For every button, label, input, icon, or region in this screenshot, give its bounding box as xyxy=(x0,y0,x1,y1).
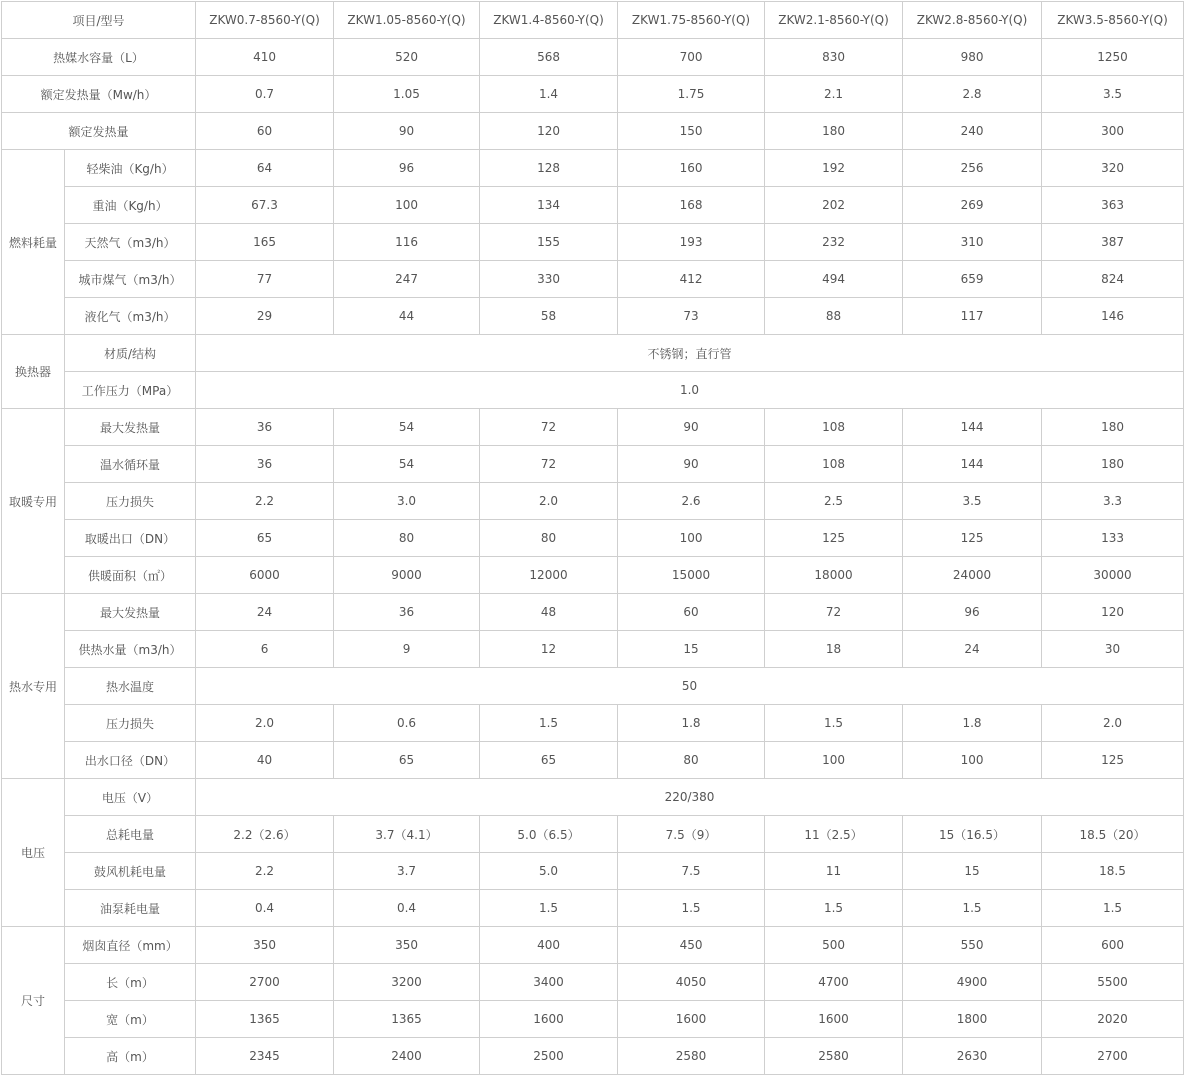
row-label: 供暖面积（㎡） xyxy=(65,557,196,594)
table-cell: 160 xyxy=(618,150,765,187)
table-cell: 2.1 xyxy=(765,76,903,113)
table-cell: 2020 xyxy=(1042,1001,1184,1038)
table-cell: 0.4 xyxy=(334,890,480,927)
table-cell: 2.6 xyxy=(618,483,765,520)
table-cell: 90 xyxy=(618,446,765,483)
table-cell: 100 xyxy=(618,520,765,557)
row-label: 取暖出口（DN） xyxy=(65,520,196,557)
table-row xyxy=(2,335,1184,372)
row-label: 最大发热量 xyxy=(65,594,196,631)
row-label: 热水温度 xyxy=(65,668,196,705)
spec-table xyxy=(1,1,1184,1075)
table-cell: 1.5 xyxy=(480,705,618,742)
table-cell: 11（2.5） xyxy=(765,816,903,853)
table-cell: 12000 xyxy=(480,557,618,594)
row-label: 宽（m） xyxy=(65,1001,196,1038)
table-row xyxy=(2,890,1184,927)
table-row xyxy=(2,668,1184,705)
table-cell: 350 xyxy=(334,927,480,964)
table-cell: 18.5（20） xyxy=(1042,816,1184,853)
table-cell: 2.0 xyxy=(480,483,618,520)
table-cell: 568 xyxy=(480,39,618,76)
merged-cell: 220/380 xyxy=(196,779,1184,816)
table-cell: 144 xyxy=(903,409,1042,446)
table-cell: 100 xyxy=(334,187,480,224)
table-cell: 2.2 xyxy=(196,853,334,890)
group-label-electric: 电压 xyxy=(2,779,65,927)
table-cell: 5.0 xyxy=(480,853,618,890)
table-cell: 3.3 xyxy=(1042,483,1184,520)
table-cell: 108 xyxy=(765,446,903,483)
table-cell: 256 xyxy=(903,150,1042,187)
table-cell: 1.5 xyxy=(1042,890,1184,927)
table-cell: 125 xyxy=(1042,742,1184,779)
group-label-exchanger: 换热器 xyxy=(2,335,65,409)
table-cell: 4900 xyxy=(903,964,1042,1001)
table-cell: 1600 xyxy=(480,1001,618,1038)
table-row xyxy=(2,631,1184,668)
group-label-size: 尺寸 xyxy=(2,927,65,1075)
table-cell: 155 xyxy=(480,224,618,261)
table-cell: 9000 xyxy=(334,557,480,594)
table-cell: 65 xyxy=(334,742,480,779)
table-cell: 15000 xyxy=(618,557,765,594)
table-cell: 450 xyxy=(618,927,765,964)
table-cell: 2.2（2.6） xyxy=(196,816,334,853)
table-cell: 1250 xyxy=(1042,39,1184,76)
table-cell: 180 xyxy=(1042,409,1184,446)
table-row xyxy=(2,520,1184,557)
table-cell: 387 xyxy=(1042,224,1184,261)
table-row xyxy=(2,76,1184,113)
table-cell: 18 xyxy=(765,631,903,668)
table-cell: 120 xyxy=(1042,594,1184,631)
table-cell: 96 xyxy=(903,594,1042,631)
table-cell: 80 xyxy=(618,742,765,779)
row-label: 出水口径（DN） xyxy=(65,742,196,779)
table-cell: 600 xyxy=(1042,927,1184,964)
header-row xyxy=(2,2,1184,39)
table-cell: 168 xyxy=(618,187,765,224)
table-cell: 18.5 xyxy=(1042,853,1184,890)
table-cell: 44 xyxy=(334,298,480,335)
group-label-fuel: 燃料耗量 xyxy=(2,150,65,335)
table-cell: 202 xyxy=(765,187,903,224)
table-cell: 232 xyxy=(765,224,903,261)
row-label: 供热水量（m3/h） xyxy=(65,631,196,668)
table-cell: 550 xyxy=(903,927,1042,964)
table-cell: 134 xyxy=(480,187,618,224)
table-cell: 247 xyxy=(334,261,480,298)
table-row xyxy=(2,779,1184,816)
table-cell: 350 xyxy=(196,927,334,964)
table-cell: 7.5（9） xyxy=(618,816,765,853)
table-row xyxy=(2,372,1184,409)
row-label: 总耗电量 xyxy=(65,816,196,853)
table-cell: 65 xyxy=(480,742,618,779)
table-cell: 146 xyxy=(1042,298,1184,335)
row-label: 热媒水容量（L） xyxy=(2,39,196,76)
row-label: 天然气（m3/h） xyxy=(65,224,196,261)
table-row xyxy=(2,964,1184,1001)
row-label: 压力损失 xyxy=(65,483,196,520)
header-label: 项目/型号 xyxy=(2,2,196,39)
table-cell: 65 xyxy=(196,520,334,557)
table-cell: 9 xyxy=(334,631,480,668)
table-cell: 2630 xyxy=(903,1038,1042,1075)
merged-cell: 不锈钢；直行管 xyxy=(196,335,1184,372)
table-cell: 58 xyxy=(480,298,618,335)
row-label: 液化气（m3/h） xyxy=(65,298,196,335)
merged-cell: 50 xyxy=(196,668,1184,705)
table-cell: 1.4 xyxy=(480,76,618,113)
table-cell: 193 xyxy=(618,224,765,261)
table-cell: 64 xyxy=(196,150,334,187)
table-cell: 2.8 xyxy=(903,76,1042,113)
model-header: ZKW2.1-8560-Y(Q) xyxy=(765,2,903,39)
model-header: ZKW1.4-8560-Y(Q) xyxy=(480,2,618,39)
table-cell: 30 xyxy=(1042,631,1184,668)
table-cell: 0.7 xyxy=(196,76,334,113)
table-row xyxy=(2,1001,1184,1038)
table-cell: 2580 xyxy=(618,1038,765,1075)
table-row xyxy=(2,483,1184,520)
merged-cell: 1.0 xyxy=(196,372,1184,409)
group-label-heating: 取暖专用 xyxy=(2,409,65,594)
table-cell: 410 xyxy=(196,39,334,76)
table-cell: 77 xyxy=(196,261,334,298)
row-label: 工作压力（MPa） xyxy=(65,372,196,409)
model-header: ZKW2.8-8560-Y(Q) xyxy=(903,2,1042,39)
table-cell: 1.5 xyxy=(903,890,1042,927)
table-cell: 96 xyxy=(334,150,480,187)
table-cell: 144 xyxy=(903,446,1042,483)
table-cell: 1.5 xyxy=(765,705,903,742)
table-row xyxy=(2,705,1184,742)
table-cell: 494 xyxy=(765,261,903,298)
table-cell: 100 xyxy=(765,742,903,779)
table-cell: 36 xyxy=(196,409,334,446)
table-cell: 15 xyxy=(618,631,765,668)
table-cell: 4700 xyxy=(765,964,903,1001)
table-row xyxy=(2,113,1184,150)
table-row xyxy=(2,816,1184,853)
table-cell: 125 xyxy=(903,520,1042,557)
table-cell: 3.7 xyxy=(334,853,480,890)
table-cell: 0.6 xyxy=(334,705,480,742)
table-cell: 320 xyxy=(1042,150,1184,187)
table-cell: 2700 xyxy=(1042,1038,1184,1075)
row-label: 温水循环量 xyxy=(65,446,196,483)
table-cell: 2.2 xyxy=(196,483,334,520)
table-row xyxy=(2,261,1184,298)
table-cell: 700 xyxy=(618,39,765,76)
table-row xyxy=(2,557,1184,594)
table-row xyxy=(2,187,1184,224)
table-cell: 1.5 xyxy=(765,890,903,927)
table-cell: 310 xyxy=(903,224,1042,261)
table-cell: 180 xyxy=(765,113,903,150)
table-cell: 72 xyxy=(765,594,903,631)
table-cell: 108 xyxy=(765,409,903,446)
row-label: 材质/结构 xyxy=(65,335,196,372)
row-label: 额定发热量（Mw/h） xyxy=(2,76,196,113)
table-cell: 980 xyxy=(903,39,1042,76)
table-cell: 1.5 xyxy=(618,890,765,927)
table-row xyxy=(2,742,1184,779)
table-cell: 54 xyxy=(334,446,480,483)
table-cell: 5.0（6.5） xyxy=(480,816,618,853)
table-cell: 1600 xyxy=(765,1001,903,1038)
table-cell: 2345 xyxy=(196,1038,334,1075)
table-row xyxy=(2,39,1184,76)
row-label: 电压（V） xyxy=(65,779,196,816)
table-cell: 73 xyxy=(618,298,765,335)
table-cell: 3200 xyxy=(334,964,480,1001)
table-cell: 1365 xyxy=(196,1001,334,1038)
table-cell: 30000 xyxy=(1042,557,1184,594)
table-cell: 60 xyxy=(618,594,765,631)
table-row xyxy=(2,298,1184,335)
table-row xyxy=(2,409,1184,446)
table-cell: 5500 xyxy=(1042,964,1184,1001)
table-cell: 133 xyxy=(1042,520,1184,557)
table-cell: 29 xyxy=(196,298,334,335)
table-row xyxy=(2,594,1184,631)
table-cell: 3.7（4.1） xyxy=(334,816,480,853)
table-cell: 2400 xyxy=(334,1038,480,1075)
row-label: 城市煤气（m3/h） xyxy=(65,261,196,298)
table-cell: 117 xyxy=(903,298,1042,335)
table-cell: 67.3 xyxy=(196,187,334,224)
table-cell: 40 xyxy=(196,742,334,779)
table-row xyxy=(2,446,1184,483)
table-row xyxy=(2,927,1184,964)
table-cell: 15（16.5） xyxy=(903,816,1042,853)
table-cell: 363 xyxy=(1042,187,1184,224)
table-cell: 54 xyxy=(334,409,480,446)
table-row xyxy=(2,150,1184,187)
table-cell: 400 xyxy=(480,927,618,964)
table-cell: 269 xyxy=(903,187,1042,224)
table-cell: 330 xyxy=(480,261,618,298)
table-cell: 1365 xyxy=(334,1001,480,1038)
table-cell: 300 xyxy=(1042,113,1184,150)
table-cell: 2.0 xyxy=(196,705,334,742)
table-cell: 1800 xyxy=(903,1001,1042,1038)
table-cell: 24 xyxy=(196,594,334,631)
table-cell: 6000 xyxy=(196,557,334,594)
model-header: ZKW3.5-8560-Y(Q) xyxy=(1042,2,1184,39)
table-cell: 80 xyxy=(334,520,480,557)
table-cell: 125 xyxy=(765,520,903,557)
table-cell: 6 xyxy=(196,631,334,668)
row-label: 重油（Kg/h） xyxy=(65,187,196,224)
row-label: 最大发热量 xyxy=(65,409,196,446)
table-cell: 659 xyxy=(903,261,1042,298)
table-cell: 165 xyxy=(196,224,334,261)
table-cell: 128 xyxy=(480,150,618,187)
row-label: 油泵耗电量 xyxy=(65,890,196,927)
table-cell: 120 xyxy=(480,113,618,150)
table-cell: 3400 xyxy=(480,964,618,1001)
table-cell: 192 xyxy=(765,150,903,187)
table-cell: 90 xyxy=(334,113,480,150)
table-cell: 36 xyxy=(196,446,334,483)
table-cell: 830 xyxy=(765,39,903,76)
table-cell: 11 xyxy=(765,853,903,890)
table-cell: 2580 xyxy=(765,1038,903,1075)
table-cell: 240 xyxy=(903,113,1042,150)
table-cell: 60 xyxy=(196,113,334,150)
table-cell: 12 xyxy=(480,631,618,668)
table-row xyxy=(2,1038,1184,1075)
row-label: 压力损失 xyxy=(65,705,196,742)
table-cell: 1.75 xyxy=(618,76,765,113)
model-header: ZKW0.7-8560-Y(Q) xyxy=(196,2,334,39)
table-cell: 500 xyxy=(765,927,903,964)
table-cell: 2700 xyxy=(196,964,334,1001)
table-cell: 3.5 xyxy=(1042,76,1184,113)
table-cell: 1.05 xyxy=(334,76,480,113)
table-cell: 36 xyxy=(334,594,480,631)
table-cell: 72 xyxy=(480,446,618,483)
table-cell: 116 xyxy=(334,224,480,261)
table-cell: 1.5 xyxy=(480,890,618,927)
model-header: ZKW1.75-8560-Y(Q) xyxy=(618,2,765,39)
table-row xyxy=(2,853,1184,890)
table-cell: 3.5 xyxy=(903,483,1042,520)
table-cell: 2500 xyxy=(480,1038,618,1075)
table-cell: 2.0 xyxy=(1042,705,1184,742)
table-cell: 4050 xyxy=(618,964,765,1001)
table-cell: 2.5 xyxy=(765,483,903,520)
table-cell: 88 xyxy=(765,298,903,335)
row-label: 烟囱直径（mm） xyxy=(65,927,196,964)
row-label: 高（m） xyxy=(65,1038,196,1075)
table-cell: 24000 xyxy=(903,557,1042,594)
table-cell: 24 xyxy=(903,631,1042,668)
row-label: 额定发热量 xyxy=(2,113,196,150)
table-cell: 72 xyxy=(480,409,618,446)
group-label-hotwater: 热水专用 xyxy=(2,594,65,779)
table-row xyxy=(2,224,1184,261)
table-cell: 520 xyxy=(334,39,480,76)
table-cell: 180 xyxy=(1042,446,1184,483)
model-header: ZKW1.05-8560-Y(Q) xyxy=(334,2,480,39)
row-label: 长（m） xyxy=(65,964,196,1001)
table-cell: 1.8 xyxy=(903,705,1042,742)
table-cell: 15 xyxy=(903,853,1042,890)
table-cell: 7.5 xyxy=(618,853,765,890)
row-label: 鼓风机耗电量 xyxy=(65,853,196,890)
table-cell: 48 xyxy=(480,594,618,631)
row-label: 轻柴油（Kg/h） xyxy=(65,150,196,187)
table-cell: 1600 xyxy=(618,1001,765,1038)
table-cell: 80 xyxy=(480,520,618,557)
table-cell: 150 xyxy=(618,113,765,150)
table-cell: 3.0 xyxy=(334,483,480,520)
table-cell: 412 xyxy=(618,261,765,298)
table-cell: 824 xyxy=(1042,261,1184,298)
table-cell: 1.8 xyxy=(618,705,765,742)
table-cell: 18000 xyxy=(765,557,903,594)
table-cell: 0.4 xyxy=(196,890,334,927)
table-cell: 90 xyxy=(618,409,765,446)
table-cell: 100 xyxy=(903,742,1042,779)
